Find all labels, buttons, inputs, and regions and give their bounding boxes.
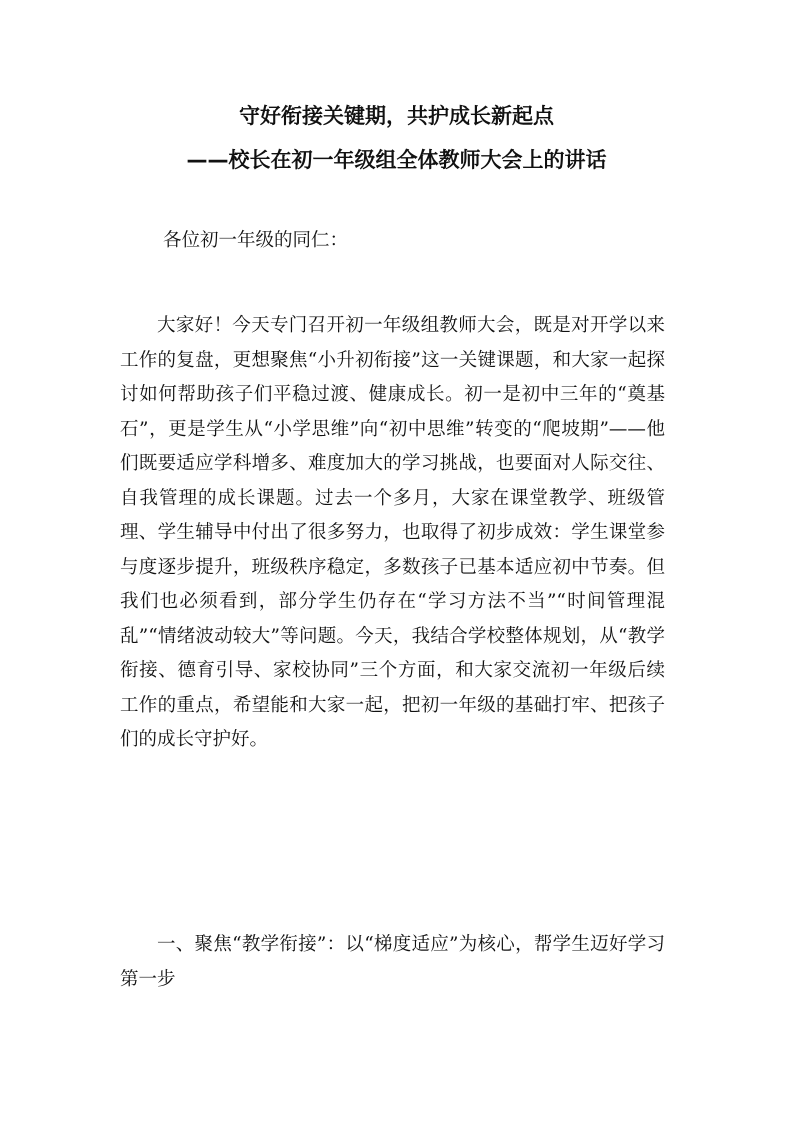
greeting-paragraph: 各位初一年级的同仁： [163,230,349,251]
document-subtitle: ——校长在初一年级组全体教师大会上的讲话 [186,148,607,172]
document-title: 守好衔接关键期，共护成长新起点 [239,104,554,128]
section-heading: 一、聚焦“教学衔接”：以“梯度适应”为核心，帮学生迈好学习第一步 [120,934,665,990]
body-paragraph: 大家好！今天专门召开初一年级组教师大会，既是对开学以来工作的复盘，更想聚焦“小升初衔接”这一关键课题，和大家一起探讨如何帮助孩子们平稳过渡、健康成长。初一是初中三年的“奠基石”，更是学生从“小学思维”向“初中思维”转变的“爬坡期”——他们既要适应学科增多、难度加大的学习挑战，也要面对人际交往、自我管理的成长课题。过去一个多月，大家在课堂教学、班级管理、学生辅导中付出了很多努力，也取得了初步成效：学生课堂参与度逐步提升，班级秩序稳定，多数孩子已基本适应初中节奏。但我们也必须看到，部分学生仍存在“学习方法不当”“时间管理混乱”“情绪波动较大”等问题。今天，我结合学校整体规划，从“教学衔接、德育引导、家校协同”三个方面，和大家交流初一年级后续工作的重点，希望能和大家一起，把初一年级的基础打牢、把孩子们的成长守护好。 [120,315,665,750]
